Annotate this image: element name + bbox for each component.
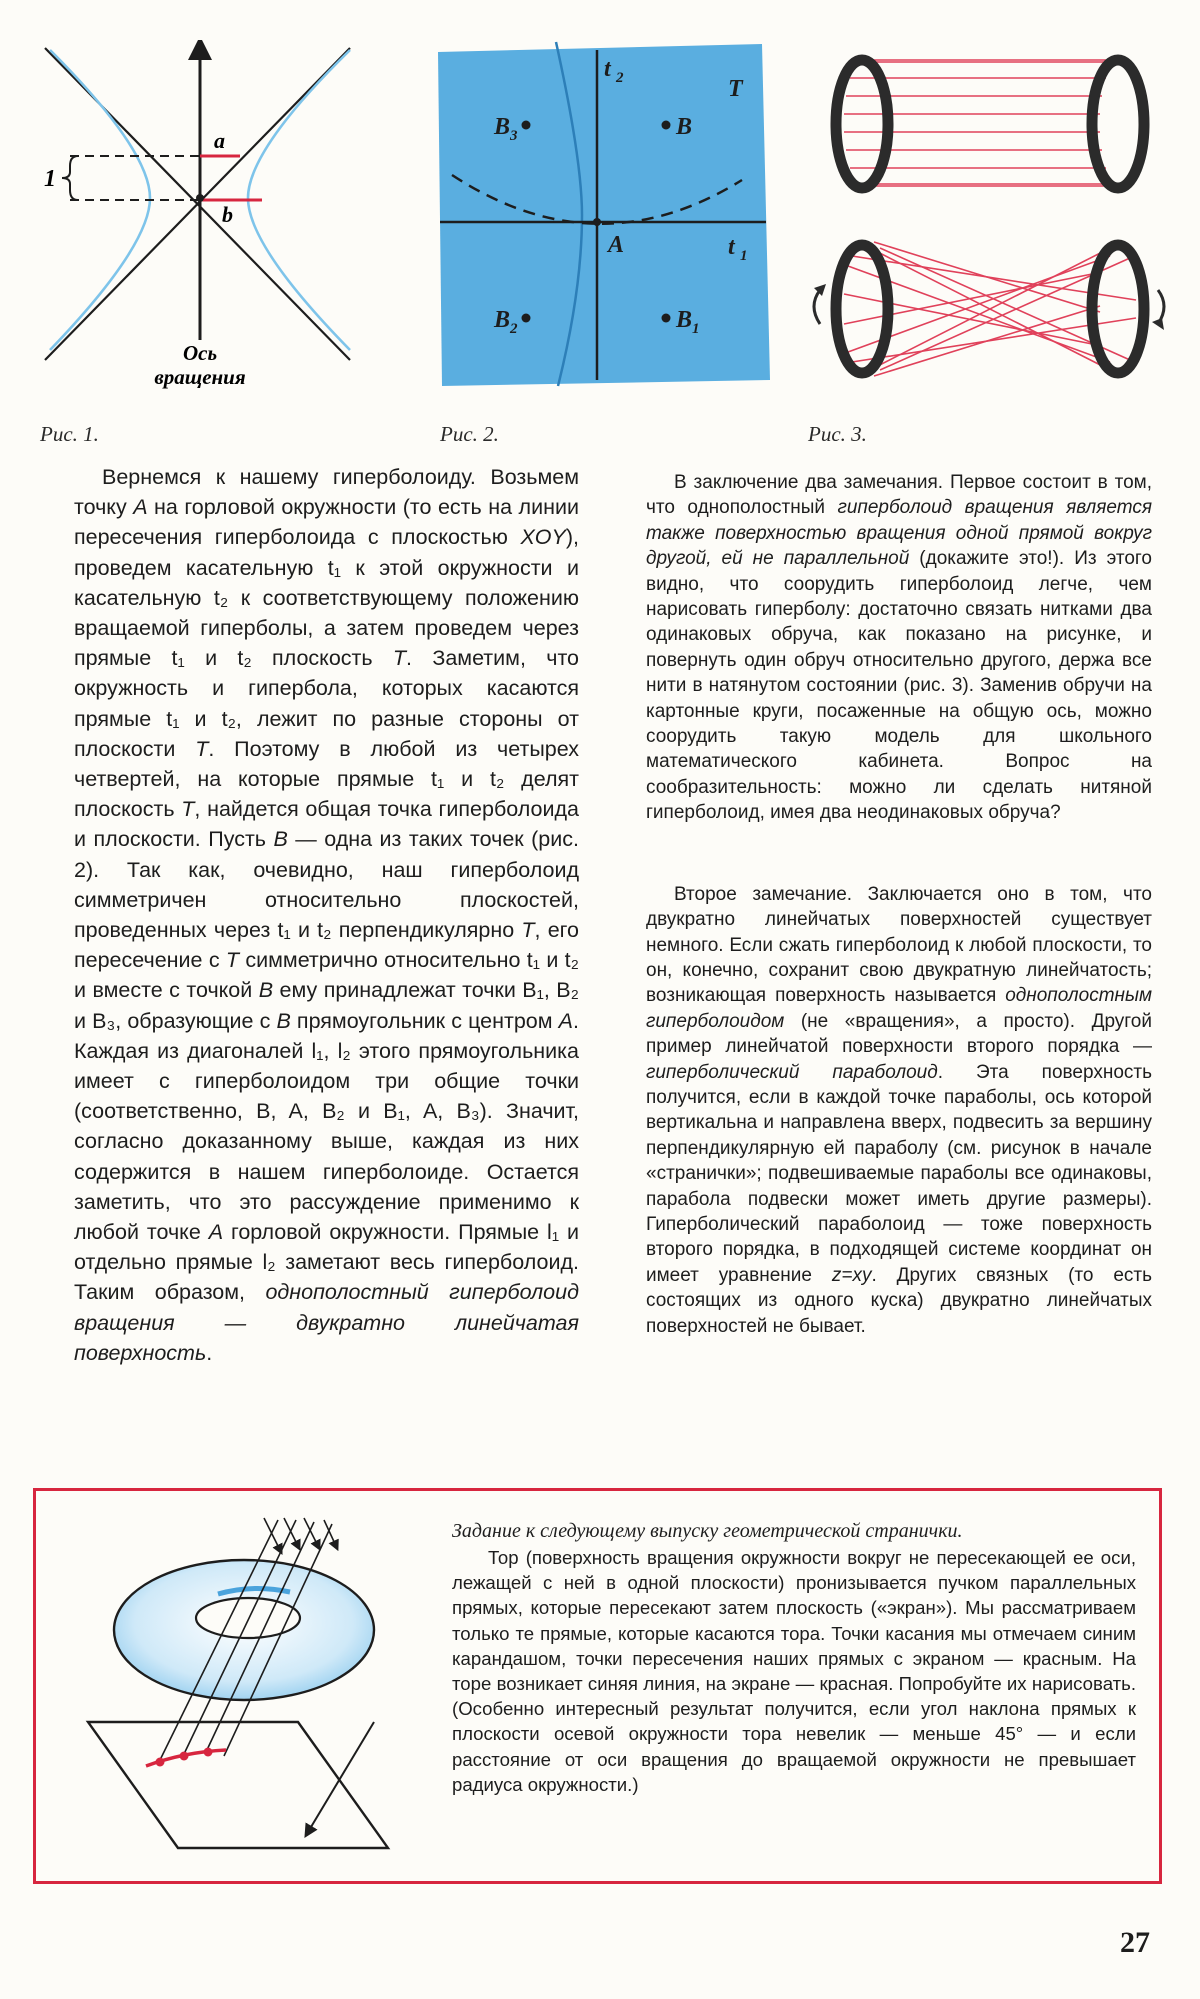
- axis-label-line1: Ось: [182, 341, 218, 365]
- conclusion-italic: однополостный гиперболоид вращения — двукратно линейчатая поверхность: [74, 1280, 579, 1365]
- hoop-right-top: [1092, 60, 1144, 188]
- equation: z=xy: [831, 1264, 872, 1286]
- red-point: [204, 1748, 213, 1757]
- text-run: . Каждая из диагоналей l₁, l₂ этого прямоугольника имеет с гиперболоидом три общие точки (соответственно, B, A, B₂ и B₁, A, B₃). Значит, согласно доказанному выше, каждая из них содержится в нашем гиперболоиде. Остается заметить, что это рассуждение применимо к любой точке: [74, 1008, 579, 1245]
- left-paragraph: [74, 462, 579, 1368]
- figure-2-plane: [432, 40, 772, 390]
- left-column: [74, 462, 579, 1368]
- term-italic: гиперболический параболоид: [646, 1061, 938, 1083]
- label-1: 1: [44, 166, 56, 192]
- hoop-left-top: [836, 60, 888, 188]
- point-B3: [522, 121, 531, 130]
- text-run: , найдется общая точка гиперболоида и плоскости. Пусть: [74, 797, 580, 852]
- term-italic: однополостным гиперболоидом: [646, 985, 1152, 1032]
- math-var: T: [195, 736, 209, 761]
- label-t1-sub: 1: [740, 248, 748, 264]
- math-var: T: [521, 918, 535, 943]
- text-run: горловой окружности. Прямые l₁ и отдельно прямые l₂ заметают весь гиперболоид. Таким образом,: [74, 1220, 580, 1305]
- label-T: T: [728, 76, 743, 102]
- task-text: [452, 1518, 1136, 1797]
- text-run: — одна из таких точек (рис. 2). Так как, очевидно, наш гиперболоид симметричен относительно плоскостей, проведенных через t₁ и t₂ перпендикулярно: [74, 827, 580, 943]
- text-run: .: [206, 1340, 213, 1365]
- math-var: A: [133, 495, 148, 520]
- hoops-parallel: [836, 60, 1144, 188]
- label-A: A: [608, 232, 625, 258]
- text-run: прямоугольник с центром: [290, 1008, 559, 1033]
- text-run: на горловой окружности (то есть на линии пересечения гиперболоида с плоскостью: [74, 495, 579, 550]
- math-var: T: [181, 797, 195, 822]
- right-paragraph-1: [646, 470, 1152, 826]
- point-B1: [662, 314, 671, 323]
- text-run: , его пересечение с: [74, 918, 580, 973]
- point-A: [593, 218, 601, 226]
- math-var: B: [258, 978, 274, 1003]
- right-paragraph-2: [646, 882, 1152, 1339]
- hoop-left-bottom: [836, 245, 888, 373]
- math-var: A: [208, 1220, 224, 1245]
- figure-1-hyperbola: [30, 40, 360, 400]
- torus-hole: [196, 1598, 300, 1638]
- math-var: A: [558, 1008, 574, 1033]
- label-B1: B: [676, 307, 693, 333]
- label-B2-sub: 2: [510, 321, 518, 337]
- page-number: 27: [1120, 1926, 1150, 1959]
- label-b: b: [222, 202, 233, 227]
- math-var: T: [392, 646, 407, 671]
- label-B2: B: [494, 307, 511, 333]
- distance-brace: [62, 156, 78, 200]
- task-body: Тор (поверхность вращения окружности вокруг не пересекающей ее оси, лежащей с ней в одной плоскости) пронизывается пучком параллельных прямых, которые пересекают затем плоскость («экран»). Мы рассматриваем только те прямые, которые касаются тора. Точки касания мы отмечаем синим карандашом, точки пересечения наших прямых с экраном — красным. На торе возникает синяя линия, на экране — красная. Попробуйте их нарисовать. (Особенно интересный результат получится, если угол наклона прямых к плоскости осевой окружности тора невелик — меньше 45° — и если расстояние от оси вращения до вращаемой окружности не превышает радиуса окружности.): [452, 1547, 1136, 1795]
- rotation-arrow-left-icon: [814, 290, 820, 324]
- text-run: симметрично относительно t₁ и t₂ и вместе с точкой: [74, 948, 579, 1003]
- label-B3: B: [494, 114, 511, 140]
- right-column: [646, 470, 1152, 1339]
- text-run: (не «вращения», а просто). Другой пример линейчатой поверхности второго порядка —: [646, 1010, 1152, 1058]
- point-B: [662, 121, 671, 130]
- text-run: . Поэтому в любой из четырех четвертей, на которые прямые t₁ и t₂ делят плоскость: [74, 736, 579, 822]
- plane-t-fill: [438, 44, 770, 386]
- math-var: XOY: [520, 525, 566, 550]
- text-run: Вернемся к нашему гиперболоиду. Возьмем точку: [74, 465, 579, 520]
- screen-plane: [88, 1722, 388, 1848]
- statement-italic: гиперболоид вращения является также поверхностью вращения одной прямой вокруг другой, ей не параллельной: [646, 497, 1153, 570]
- text-run: ему принадлежат точки B₁, B₂ и B₃, образующие с: [74, 978, 579, 1033]
- red-point: [156, 1758, 165, 1767]
- torus-illustration: [68, 1510, 428, 1870]
- text-run: В заключение два замечания. Первое состоит в том, что однополостный: [646, 472, 1152, 519]
- text-run: . Заметим, что окружность и гипербола, которых касаются прямые t₁ и t₂, лежит по разные стороны от плоскости: [74, 646, 580, 761]
- caption-fig2: Рис. 2.: [440, 422, 499, 446]
- caption-fig1: Рис. 1.: [40, 422, 99, 446]
- text-run: Второе замечание. Заключается оно в том, что двукратно линейчатых поверхностей существует немного. Если сжать гиперболоид к любой плоскости, то он, конечно, сохранит свою двукратную линейчатость; возникающая поверхность называется: [646, 883, 1152, 1007]
- task-title: Задание к следующему выпуску геометрической странички.: [452, 1520, 963, 1542]
- text-run: . Эта поверхность получится, если в каждой точке параболы, ось которой вертикальна и направлена вверх, подвесить за вершину перпендикулярную ей параболу (см. рисунок в начале «странички»; подвешиваемые параболы все одинаковы, парабола подвески может иметь другие размеры). Гиперболический параболоид — тоже поверхность второго порядка, в подходящей системе координат он имеет уравнение: [646, 1061, 1152, 1286]
- text-run: ), проведем касательную t₁ к этой окружности и касательную t₂ к соответствующему положению вращаемой гиперболы, а затем проведем через прямые t₁ и t₂ плоскость: [74, 525, 579, 671]
- label-t1: t: [728, 234, 735, 260]
- hyperbola-right-branch: [248, 50, 350, 350]
- red-point: [180, 1752, 189, 1761]
- figure-3-hoops: [800, 44, 1180, 394]
- text-run: . Других связных (то есть состоящих из одного куска) двукратно линейчатых поверхностей не бывает.: [646, 1264, 1152, 1337]
- caption-fig3: Рис. 3.: [808, 422, 867, 446]
- intersection-point: [196, 194, 204, 202]
- label-t2: t: [604, 56, 611, 82]
- axis-label-line2: вращения: [154, 365, 246, 389]
- label-a: a: [214, 128, 225, 153]
- math-var: T: [225, 948, 240, 973]
- math-var: B: [273, 827, 288, 852]
- text-run: (докажите это!). Из этого видно, что соорудить гиперболоид легче, чем нарисовать гиперболу: достаточно связать нитками два одинаковых обруча, как показано на рисунке, и повернуть один обруч относительно другого, держа все нити в натянутом состоянии (рис. 3). Заменив обручи на картонные круги, посаженные на общую ось, можно соорудить такую модель для школьного математического кабинета. Вопрос на сообразительность: можно ли сделать нитяной гиперболоид, имея два неодинаковых обруча?: [646, 548, 1152, 824]
- label-t2-sub: 2: [616, 70, 624, 86]
- math-var: B: [276, 1008, 291, 1033]
- rotation-arrow-right-head-icon: [1152, 318, 1164, 330]
- label-B: B: [676, 114, 693, 140]
- label-B1-sub: 1: [692, 321, 700, 337]
- hoops-twisted: [814, 242, 1164, 376]
- label-B3-sub: 3: [510, 128, 518, 144]
- point-B2: [522, 314, 531, 323]
